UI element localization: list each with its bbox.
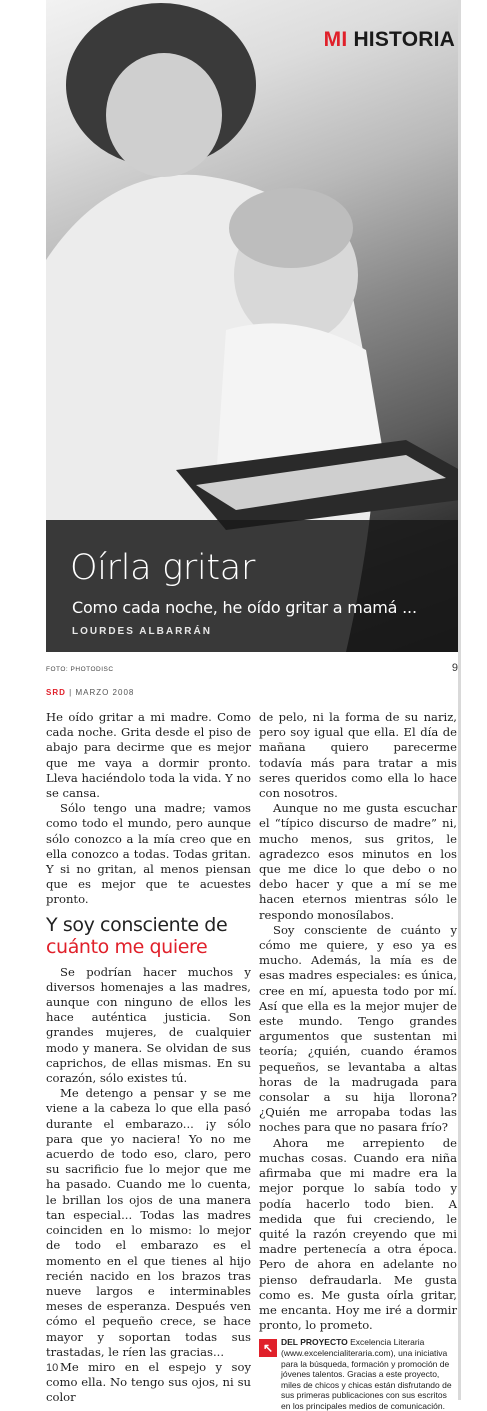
magazine-name: SRD — [46, 688, 66, 697]
paragraph: Aunque no me gusta escuchar el “típico discurso de madre” ni, mucho menos, sus gritos, le agradezco esos minutos en los que me dice lo que debo o no debo hacer y que a mí se me hacen eternos mientras sólo le respondo monosílabos. — [259, 801, 457, 922]
paragraph: de pelo, ni la forma de su nariz, pero soy igual que ella. El día de mañana quiero parecerme todavía más para tratar a mis seres queridos como ella lo hace con nosotros. — [259, 710, 457, 801]
author-name: LOURDES ALBARRÁN — [72, 626, 212, 637]
paragraph: Soy consciente de cuánto y cómo me quiere, y eso ya es mucho. Además, la mía es de esas madres especiales: es única, cree en mí, apuesta todo por mí. Así que ella es la mejor mujer de este mundo. Tengo grandes argumentos que sustentan mi teoría; ¿quién, cuando éramos pequeños, se levantaba a altas horas de la madrugada para consolar a su hija llorona? ¿Quién me arropaba todas las noches para que no pasara frío? — [259, 922, 457, 1135]
paragraph: Se podrían hacer muchos y diversos homenajes a las madres, aunque con ninguno de ellos les hace auténtica justicia. Son grandes mujeres, de cualquier modo y manera. Se olvidan de sus caprichos, de ellas mismas. En su corazón, sólo existes tú. — [46, 964, 251, 1086]
article-column-2 — [259, 710, 457, 1411]
paragraph: Sólo tengo una madre; vamos como todo el mundo, pero aunque sólo conozco a la mía creo que en ella conozco a todas. Todas gritan. Y si no gritan, al menos piensan que es mejor que te acuestes pronto. — [46, 801, 251, 907]
project-text: Excelencia Literaria (www.excelencialiteraria.com), una iniciativa para la búsqueda, formación y promoción de jóvenes talentos. Gracias a este proyecto, miles de chicos y chicas están disfrutando de sus primeras publicaciones con sus escritos en los principales medios de comunicación. — [281, 1337, 452, 1411]
paragraph: He oído gritar a mi madre. Como cada noche. Grita desde el piso de abajo para decirme que es mejor que me vaya a dormir pronto. Lleva haciéndolo toda la vida. Y no se cansa. — [46, 710, 251, 801]
article-column-1 — [46, 710, 251, 1406]
arrow-logo-icon: ↖ — [259, 1339, 277, 1357]
header-separator: | — [69, 688, 76, 697]
subheading-line-1: Y soy consciente de — [46, 913, 228, 936]
article-subtitle: Como cada noche, he oído gritar a mamá ... — [72, 598, 417, 617]
project-lead: DEL PROYECTO — [281, 1337, 348, 1348]
page-number-10: 10 — [46, 1362, 59, 1374]
page-edge-bar — [458, 0, 461, 1400]
running-header — [46, 688, 134, 697]
page-number-9: 9 — [451, 662, 458, 674]
paragraph: Ahora me arrepiento de muchas cosas. Cuando era niña afirmaba que mi madre era la mejor porque lo sabía todo y podía hacerlo todo bien. A medida que fui creciendo, le quité la razón creyendo que mi madre pertenecía a otra época. Pero de ahora en adelante no pienso defraudarla. Me gusta como es. Me gusta oírla gritar, me encanta. Hoy me iré a dormir pronto, lo prometo. — [259, 1135, 457, 1333]
subheading-line-2: cuánto me quiere — [46, 935, 208, 958]
subheading — [46, 914, 251, 958]
section-title — [324, 28, 455, 52]
section-historia: HISTORIA — [353, 28, 455, 51]
issue-date: MARZO 2008 — [75, 688, 135, 697]
article-title: Oírla gritar — [70, 548, 256, 588]
photo-credit: FOTO: PHOTODISC — [46, 666, 114, 673]
page-9 — [0, 0, 487, 690]
section-mi: MI — [323, 28, 348, 51]
paragraph: Me miro en el espejo y soy como ella. No tengo sus ojos, ni su color — [46, 1359, 251, 1405]
paragraph: Me detengo a pensar y se me viene a la cabeza lo que ella pasó durante el embarazo... ¡y sólo para que yo naciera! Yo no me acuerdo de todo eso, claro, pero su sacrificio fue lo mejor que me ha pasado. Cuando me lo cuenta, le brillan los ojos de una manera tan especial... Todas las madres coinciden en lo mismo: lo mejor de todo el embarazo es el momento en el que tienes al hijo recién nacido en los brazos tras nueve largos e interminables meses de esperanza. Después ven cómo el pequeño crece, se hace mayor y soportan todas sus trastadas, le ríen las gracias... — [46, 1086, 251, 1359]
